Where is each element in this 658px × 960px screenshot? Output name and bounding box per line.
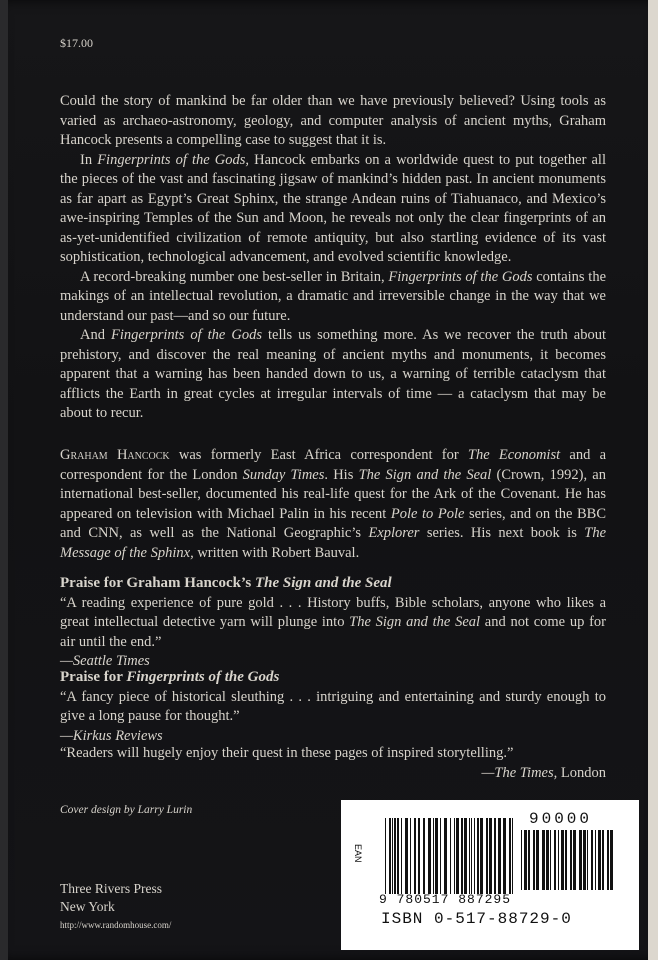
addon-barcode <box>521 830 613 890</box>
text: “A reading experience of pure gold . . . History buffs, Bible scholars, anyone who likes a great intellectual detective yarn will plunge into <box>60 594 606 630</box>
barcode-bar <box>489 818 492 894</box>
barcode-bar <box>401 818 402 894</box>
barcode-bar <box>444 818 447 894</box>
times-quote <box>60 744 606 783</box>
praise-source <box>60 764 606 784</box>
barcode-bar <box>397 818 399 894</box>
barcode-bar <box>595 830 596 890</box>
text: contains the makings of an intellectual revolution, a dramatic and irreversible change in the way that we understand our past—and so our future. <box>60 268 606 324</box>
barcode-bar <box>410 818 411 894</box>
blurb-paragraph-2 <box>60 151 606 268</box>
barcode-bar <box>461 818 463 894</box>
book-title: The Sign and the Seal <box>254 575 392 591</box>
publisher-url: http://www.randomhouse.com/ <box>60 920 172 930</box>
barcode-bar <box>414 818 416 894</box>
italic-title: The Sign and the Seal <box>358 466 492 483</box>
text: and a correspondent for the London <box>60 447 607 483</box>
italic-title: The Message of the Sphinx, <box>60 525 607 561</box>
barcode-bar <box>394 818 396 894</box>
barcode-bar <box>433 818 434 894</box>
text: series, and on the BBC and CNN, as well as the National Geographic’s <box>60 505 606 541</box>
text: written with Robert Bauval. <box>193 544 360 561</box>
text: . His <box>324 466 359 483</box>
barcode-bar <box>536 830 539 890</box>
barcode-bar <box>450 818 451 894</box>
price: $17.00 <box>60 36 93 50</box>
barcode-bar <box>503 818 506 894</box>
barcode-bar <box>598 830 601 890</box>
barcode-bar <box>471 818 472 894</box>
barcode-bar <box>405 818 408 894</box>
praise-quote: “A fancy piece of historical sleuthing . . . intriguing and entertaining and sturdy enough to give a long pause for thought.” <box>60 688 606 724</box>
text: Hancock embarks on a worldwide quest to put together all the pieces of the vast and fascinating jigsaw of mankind’s hidden past. In ancient monuments as far apart as Egypt’s Great Sphinx, the strange Andean ruins of Tiahuanaco, and Mexico’s awe-inspiring Temples of the Sun and Moon, he reveals not only the clear fingerprints of an as-yet-unidentified civilization of remote antiquity, but also startling evidence of its vast sophistication, technological advancement, and evolved scientific knowledge. <box>60 151 606 265</box>
barcode-bar <box>570 830 572 890</box>
isbn-number: ISBN 0-517-88729-0 <box>381 910 572 928</box>
barcode-label <box>341 800 639 950</box>
italic-title: Explorer <box>368 525 420 541</box>
barcode-bar <box>464 818 467 894</box>
barcode-bar <box>602 830 604 890</box>
barcode-bar <box>550 830 551 890</box>
text: Praise for <box>60 669 127 685</box>
publication: —The Times, <box>481 764 558 781</box>
text: tells us something more. As we recover the truth about prehistory, and discover the real meaning of ancient myths and monuments, it becomes apparent that a warning has been handed down to us, a warning of terrible cataclysm that afflicts the Earth in great cycles at irregular intervals of time — a cataclysm that may be about to recur. <box>60 327 607 421</box>
page-edge <box>648 0 658 960</box>
barcode-bar <box>561 830 564 890</box>
cover-credit: Cover design by Larry Lurin <box>60 804 193 816</box>
book-title: Fingerprints of the Gods, <box>97 151 250 168</box>
praise-source: —Kirkus Reviews <box>60 727 163 744</box>
book-title: Fingerprints of the Gods <box>126 669 280 685</box>
barcode-bar <box>385 818 386 894</box>
praise-quote <box>60 594 606 653</box>
barcode-bar <box>392 818 393 894</box>
blurb-paragraph-1: Could the story of mankind be far older than we have previously believed? Using tools as varied as archaeo-astronomy, geology, and computer analysis of ancient myths, Graham Hancock presents a compelling case to suggest that it is. <box>60 93 606 148</box>
text: In <box>80 151 98 168</box>
barcode-bar <box>480 818 483 894</box>
bio-paragraph <box>60 446 606 563</box>
barcode-bar <box>474 818 475 894</box>
barcode-bar <box>542 830 545 890</box>
barcode-bar <box>477 818 479 894</box>
barcode-bar <box>440 818 441 894</box>
book-title: Fingerprints of the Gods <box>388 268 533 285</box>
praise-quote: “Readers will hugely enjoy their quest in these pages of inspired storytelling.” <box>60 745 514 761</box>
publisher-city: New York <box>60 899 115 914</box>
book-title: Fingerprints of the Gods <box>111 327 262 343</box>
barcode-bar <box>498 818 501 894</box>
barcode-bar <box>533 830 535 890</box>
text: (Crown, 1992), an international best-seller, documented his real-life quest for the Ark of the Covenant. He has appeared on television with Michael Palin in his recent <box>60 466 606 522</box>
barcode-bar <box>607 830 609 890</box>
praise-fingerprints <box>60 668 606 746</box>
barcode-bar <box>389 818 391 894</box>
text: was formerly East Africa correspondent for <box>169 447 468 463</box>
author-bio <box>60 446 606 563</box>
barcode-bar <box>610 830 613 890</box>
barcode-bar <box>418 818 420 894</box>
barcode-bar <box>573 830 576 890</box>
author-name: Graham Hancock <box>60 447 170 463</box>
text: Praise for Graham Hancock’s <box>60 575 255 591</box>
barcode-bar <box>486 818 488 894</box>
text: and not come up for air until the end.” <box>60 614 606 650</box>
praise-source: —Seattle Times <box>60 653 150 669</box>
spine-edge <box>0 0 8 960</box>
text: series. His next book is <box>419 525 585 541</box>
barcode-bar <box>528 830 530 890</box>
barcode-digits: 9 780517 887295 <box>379 892 512 907</box>
book-title: The Sign and the Seal <box>349 614 481 630</box>
barcode-bar <box>423 818 425 894</box>
barcode-bar <box>587 830 588 890</box>
barcode-bar <box>509 818 511 894</box>
text: London <box>557 764 606 781</box>
blurb <box>60 92 606 424</box>
barcode-bar <box>583 830 586 890</box>
praise-heading <box>60 574 606 594</box>
blurb-paragraph-3 <box>60 268 606 327</box>
praise-heading <box>60 668 606 688</box>
barcode-bar <box>521 830 522 890</box>
barcode-bar <box>546 830 549 890</box>
barcode-bar <box>524 830 527 890</box>
blurb-paragraph-4 <box>60 326 606 424</box>
barcode-bar <box>428 818 431 894</box>
italic-title: Pole to Pole <box>390 505 465 522</box>
barcode-bar <box>454 818 455 894</box>
barcode-bar <box>494 818 496 894</box>
publisher-info <box>60 880 171 934</box>
italic-title: Sunday Times <box>242 466 325 483</box>
barcode-bar <box>579 830 582 890</box>
barcode-bar <box>469 818 470 894</box>
barcode-bar <box>558 830 559 890</box>
praise-sign-and-seal <box>60 574 606 672</box>
barcode-bar <box>565 830 567 890</box>
addon-digits: 90000 <box>529 810 593 828</box>
publisher-name: Three Rivers Press <box>60 881 162 896</box>
ean-label: EAN <box>353 844 363 863</box>
text: And <box>80 327 111 343</box>
ean-barcode <box>385 818 515 894</box>
barcode-bar <box>435 818 438 894</box>
barcode-bar <box>512 818 513 894</box>
barcode-bar <box>591 830 593 890</box>
barcode-bar <box>456 818 459 894</box>
barcode-bar <box>554 830 556 890</box>
italic-title: The Economist <box>467 447 561 463</box>
text: A record-breaking number one best-seller in Britain, <box>80 268 389 285</box>
